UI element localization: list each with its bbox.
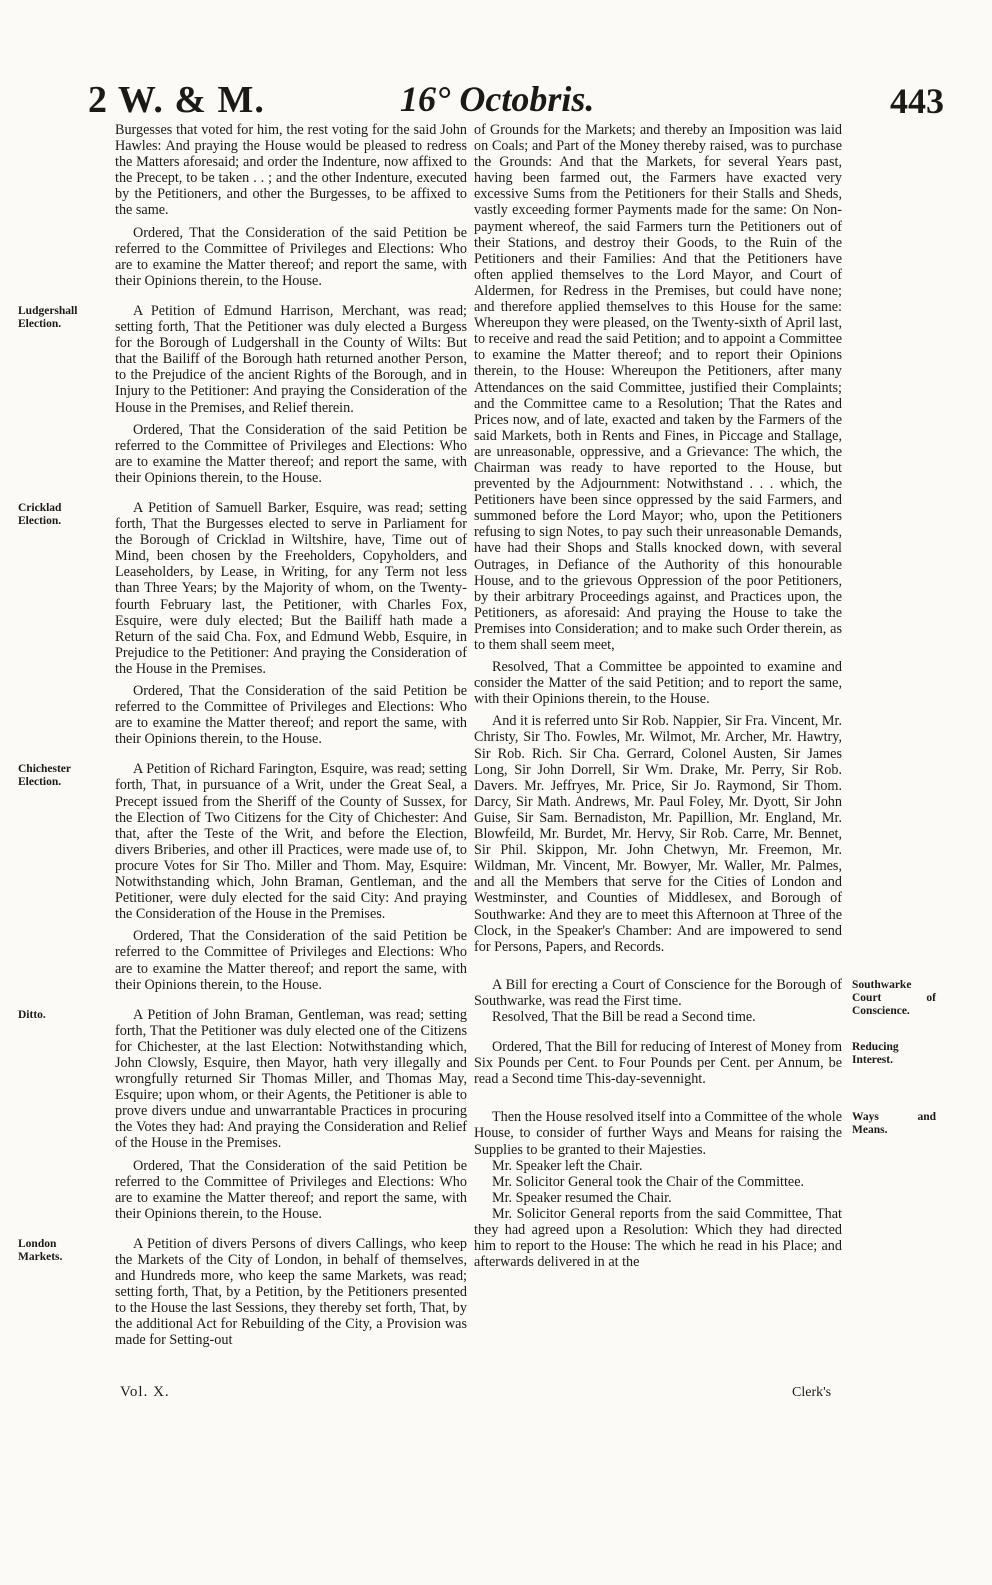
margin-note: Southwarke Court of Conscience. xyxy=(852,978,936,1017)
paragraph: Reducing Interest. Ordered, That the Bill for reducing of Interest of Money from Six Pounds per Cent. to Four Pounds per Cent. per Annum, be read a Second time This-day-sevennight. xyxy=(474,1039,842,1087)
paragraph: Ordered, That the Consideration of the said Petition be referred to the Committee of Privileges and Elections: Who are to examine the Matter thereof; and report the same, with their Opinions therein, to the House. xyxy=(115,1157,467,1222)
page-number: 443 xyxy=(890,81,944,121)
margin-note: Chichester Election. xyxy=(18,763,72,789)
paragraph: London Markets. A Petition of divers Persons of divers Callings, who keep the Markets of the City of London, in behalf of themselves, and Hundreds more, who keep the same Markets, was read; setting forth, That, by a Petition, by the Petitioners presented to the House the last Sessions, they thereby set forth, That, by the additional Act for Rebuilding of the City, a Provision was made for Setting-out xyxy=(18,1235,467,1349)
margin-note: Ditto. xyxy=(18,1008,46,1021)
paragraph: Ordered, That the Consideration of the said Petition be referred to the Committee of Privileges and Elections: Who are to examine the Matter thereof; and report the same, with their Opinions therein, to the House. xyxy=(115,683,467,748)
margin-note: Ways and Means. xyxy=(852,1111,936,1137)
paragraph: Ordered, That the Consideration of the said Petition be referred to the Committee of Privileges and Elections: Who are to examine the Matter thereof; and report the same, with their Opinions therein, to the House. xyxy=(115,928,467,993)
paragraph: Ordered, That the Consideration of the said Petition be referred to the Committee of Privileges and Elections: Who are to examine the Matter thereof; and report the same, with their Opinions therein, to the House. xyxy=(115,224,467,289)
paragraph: Resolved, That the Bill be read a Second time. xyxy=(492,1008,756,1025)
paragraph: of Grounds for the Markets; and thereby an Imposition was laid on Coals; and Part of the Money thereby raised, was to purchase the Grounds: And that the Markets, for several Years past, having been farmed out, the Farmers have exacted very excessive Sums from the Petitioners for their Stalls and Sheds, vastly exceeding former Payments made for the same: On Non-payment whereof, the said Farmers turn the Petitioners out of their Stations, and destroy their Goods, to the Ruin of the Petitioners and their Families: And that the Petitioners have often applied themselves to the Lord Mayor, and Court of Aldermen, for Redress in the Premises, but could have none; and therefore applied themselves to this House for the same: Whereupon they were pleased, on the Twenty-sixth of April last, to receive and read the said Petition; and to appoint a Committee to examine the Matter thereof; and to report their Opinions therein, to the House: Whereupon the Petitioners, after many Attendances on the said Committee, justified their Complaints; and the Committee came to a Resolution; That the Rates and Prices now, and of late, exacted and taken by the Farmers of the said Markets, both in Rents and Fines, in Piccage and Stallage, are unreasonable, oppressive, and a Grievance: The which, the Chairman was ready to have reported to the House, but prevented by the Adjournment: Notwithstand . . . which, the Petitioners have been since oppressed by the said Farmers, and summoned before the Lord Mayor; who, upon the Petitioners refusing to sign Notes, to pay such their unreasonable Demands, have had their Shops and Stalls knocked down, with several Outrages, in Defiance of the Authority of this honourable House, and to the grievous Oppression of the poor Petitioners, by their arbitrary Proceedings against, and Practices upon, the Petitioners, as aforesaid: And praying the House to take the Premises into Consideration; and to make such Order therein, as to them shall seem meet, xyxy=(474,122,842,653)
paragraph: Mr. Speaker left the Chair. xyxy=(492,1157,643,1174)
regnal-year: 2 W. & M. xyxy=(88,79,265,121)
margin-note: London Markets. xyxy=(18,1237,63,1263)
left-column xyxy=(18,122,467,1355)
catchword: Clerk's xyxy=(792,1385,832,1400)
paragraph: Ordered, That the Consideration of the said Petition be referred to the Committee of Privileges and Elections: Who are to examine the Matter thereof; and report the same, with their Opinions therein, to the House. xyxy=(115,421,467,486)
page-header xyxy=(0,78,992,126)
paragraph: Mr. Speaker resumed the Chair. xyxy=(492,1189,672,1206)
paragraph: Chichester Election. A Petition of Richard Farington, Esquire, was read; setting forth, That, in pursuance of a Writ, under the Great Seal, a Precept issued from the Sheriff of the County of Sussex, for the Election of Two Citizens for the City of Chichester: And that, after the Teste of the Writ, and before the Election, divers Briberies, and other ill Practices, were made use of, to procure Votes for Sir Tho. Miller and Thom. May, Esquire: Notwithstanding which, John Braman, Gentleman, and the Petitioner, were duly elected for the said City: And praying the Consideration of the House in the Premises. xyxy=(18,761,467,923)
right-column xyxy=(474,122,936,1276)
paragraph: Burgesses that voted for him, the rest voting for the said John Hawles: And praying the House would be pleased to redress the Matters aforesaid; and order the Indenture, now affixed to the Precept, to be taken . . ; and the other Indenture, executed by the Petitioners, and other the Burgesses, to be affixed to the same. xyxy=(115,122,467,219)
paragraph: And it is referred unto Sir Rob. Nappier, Sir Fra. Vincent, Mr. Christy, Sir Tho. Fowles, Mr. Wilmot, Mr. Archer, Mr. Hawtry, Sir Rob. Rich. Sir Cha. Gerrard, Colonel Austen, Sir James Long, Sir John Dorrell, Sir Wm. Drake, Mr. Perry, Sir Rob. Davers. Mr. Jeffryes, Mr. Price, Sir Jo. Raymond, Sir Thom. Darcy, Sir Math. Andrews, Mr. Paul Foley, Mr. Dyott, Sir John Guise, Sir Sam. Bernadiston, Mr. Papillion, Mr. England, Mr. Blowfeild, Mr. Burdet, Mr. Hervy, Sir Rob. Carre, Mr. Bennet, Sir Phil. Skippon, Mr. John Chetwyn, Mr. Freemon, Mr. Wildman, Mr. Vincent, Mr. Bowyer, Mr. Waller, Mr. Palmes, and all the Members that serve for the Cities of London and Westminster, and Counties of Middlesex, and Borough of Southwarke: And they are to meet this Afternoon at Three of the Clock, in the Speaker's Chamber: And are impowered to send for Persons, Papers, and Records. xyxy=(474,713,842,955)
page-date: 16° Octobris. xyxy=(400,79,595,119)
paragraph: Mr. Solicitor General took the Chair of the Committee. xyxy=(492,1173,805,1190)
paragraph: Cricklad Election. A Petition of Samuell Barker, Esquire, was read; setting forth, That the Burgesses elected to serve in Parliament for the Borough of Cricklad in Wiltshire, have, Time out of Mind, been chosen by the Freeholders, Copyholders, and Leaseholders, by Lease, in Writing, for any Term not less than Three Years; by the Majority of whom, on the Twenty-fourth February last, the Petitioner, with Charles Fox, Esquire, were duly elected; But the Bailiff hath made a Return of the said Cha. Fox, and Edmund Webb, Esquire, in Prejudice to the Petitioner: And praying the Consideration of the House in the Premises. xyxy=(18,499,467,677)
volume-signature: Vol. X. xyxy=(120,1384,170,1400)
margin-note: Cricklad Election. xyxy=(18,501,62,527)
paragraph: Mr. Solicitor General reports from the said Committee, That they had agreed upon a Resolution: Which they had directed him to report to the House: The which he read in his Place; and afterwards delivered in at the xyxy=(474,1205,842,1271)
margin-note: Reducing Interest. xyxy=(852,1041,899,1067)
paragraph: Ludgershall Election. A Petition of Edmund Harrison, Merchant, was read; setting forth, That the Petitioner was duly elected a Burgess for the Borough of Ludgershall in the County of Wilts: But that the Bailiff of the Borough hath returned another Person, to the Prejudice of the ancient Rights of the Borough, and in Injury to the Petitioner: And praying the Consideration of the House in the Premises, and Relief therein. xyxy=(18,302,467,416)
paragraph: Southwarke Court of Conscience. A Bill for erecting a Court of Conscience for the Borough of Southwarke, was read the First time. xyxy=(474,976,936,1017)
paragraph: Resolved, That a Committee be appointed to examine and consider the Matter of the said Petition; and to report the same, with their Opinions therein, to the House. xyxy=(474,659,842,708)
margin-note: Ludgershall Election. xyxy=(18,304,78,330)
paragraph: Ditto. A Petition of John Braman, Gentleman, was read; setting forth, That the Petitioner was duly elected one of the Citizens for Chichester, at the last Election: Notwithstanding which, John Clowsly, Esquire, then Mayor, hath very illegally and wrongfully returned Sir Thomas Miller, and Thomas May, Esquire; upon whom, or their Agents, the Petitioner is able to prove divers undue and unwarrantable Practices in procuring the Votes they had: And praying the Consideration and Relief of the House in the Premises. xyxy=(18,1006,467,1152)
paragraph: Ways and Means. Then the House resolved itself into a Committee of the whole House, to consider of further Ways and Means for raising the Supplies to be granted to their Majesties. xyxy=(474,1109,936,1158)
